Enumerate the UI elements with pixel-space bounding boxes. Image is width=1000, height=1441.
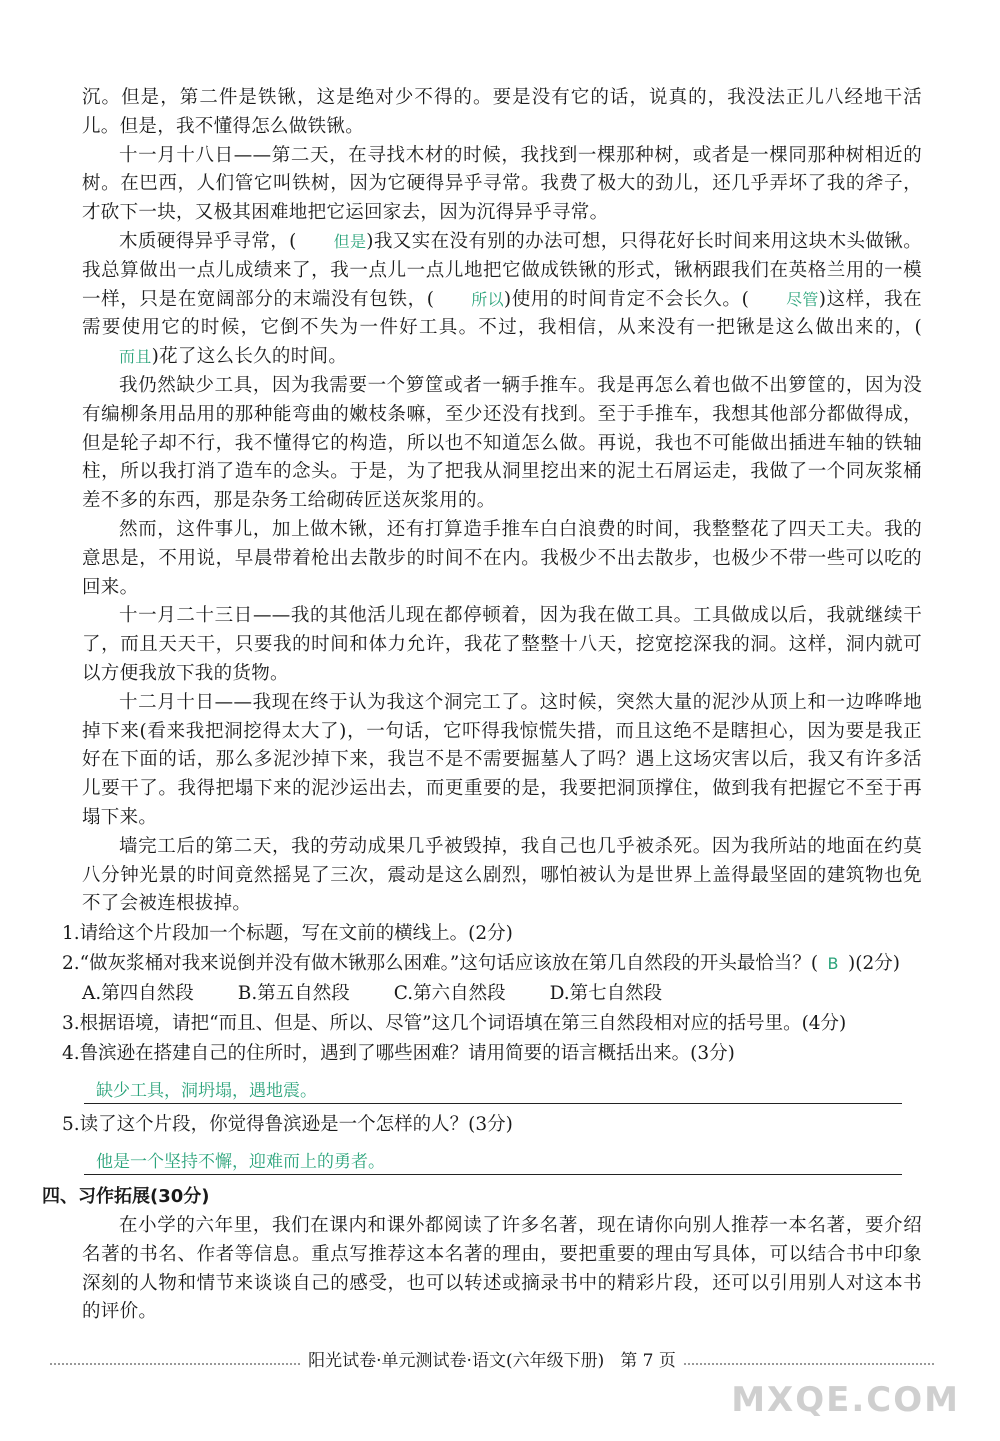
- questions: [62, 919, 922, 1175]
- option-b: B.第五自然段: [237, 983, 350, 1005]
- page-number: 第 7 页: [620, 1351, 676, 1371]
- p3-text-a: 木质硬得异乎寻常，(: [119, 230, 297, 252]
- footer-dots-right: [684, 1353, 934, 1365]
- option-c: C.第六自然段: [393, 983, 506, 1005]
- section-4-title: 四、习作拓展(30分): [42, 1186, 210, 1207]
- question-5-answer: 他是一个坚持不懈，迎难而上的勇者。: [96, 1152, 385, 1173]
- footer-dots-left: [50, 1353, 300, 1365]
- question-4: 4.鲁滨逊在搭建自己的住所时，遇到了哪些困难？请用简要的语言概括出来。(3分): [62, 1043, 735, 1065]
- question-2: [62, 949, 922, 979]
- reading-passage: [62, 84, 922, 1181]
- question-5: 5.读了这个片段，你觉得鲁滨逊是一个怎样的人？(3分): [62, 1114, 513, 1136]
- question-1: 1.请给这个片段加一个标题，写在文前的横线上。(2分): [62, 923, 513, 945]
- paragraph-7: 十二月十日——我现在终于认为我这个洞完工了。这时候，突然大量的泥沙从顶上和一边哗哗地掉下来(看来我把洞挖得太大了)，一句话，它吓得我惊慌失措，而且这绝不是瞎担心，因为要是我正好在下面的话，那么多泥沙掉下来，我岂不是不需要掘墓人了吗？遇上这场灾害以后，我又有许多活儿要干了。我得把塌下来的泥沙运出去，而更重要的是，我要把洞顶撑住，做到我有把握它不至于再塌下来。: [82, 691, 922, 828]
- section-4-prompt: 在小学的六年里，我们在课内和课外都阅读了许多名著，现在请你向别人推荐一本名著，要介绍名著的书名、作者等信息。重点写推荐这本名著的理由，要把重要的理由写具体，可以结合书中印象深刻的人物和情节来谈谈自己的感受，也可以转述或摘录书中的精彩片段，还可以引用别人对这本书的评价。: [82, 1215, 922, 1323]
- question-4-answer: 缺少工具，洞坍塌，遇地震。: [96, 1081, 317, 1102]
- paragraph-1: 沉。但是，第二件是铁锹，这是绝对少不得的。要是没有它的话，说真的，我没法正儿八经地干活儿。但是，我不懂得怎么做铁锹。: [82, 87, 922, 137]
- question-2-options: [62, 979, 922, 1009]
- question-3: 3.根据语境，请把“而且、但是、所以、尽管”这几个词语填在第三自然段相对应的括号里。(4分): [62, 1013, 847, 1035]
- p3-text-c: )使用的时间肯定不会长久。(: [503, 288, 750, 310]
- question-5-answer-line: [84, 1144, 902, 1175]
- paragraph-3: [82, 228, 922, 372]
- answer-blank-2: 所以: [471, 289, 504, 309]
- question-2-points: )(2分): [848, 953, 900, 975]
- p3-text-d: )这样，我在需要使用它的时候，它倒不失为一件好工具。不过，我相信，从来没有一把锹是这么做出来的，(: [82, 288, 922, 339]
- paragraph-4: 我仍然缺少工具，因为我需要一个箩筐或者一辆手推车。我是再怎么着也做不出箩筐的，因为没有编柳条用品用的那种能弯曲的嫩枝条嘛，至少还没有找到。至于手推车，我想其他部分都做得成，但是轮子却不行，我不懂得它的构造，所以也不知道怎么做。再说，我也不可能做出插进车轴的铁轴柱，所以我打消了造车的念头。于是，为了把我从洞里挖出来的泥土石屑运走，我做了一个同灰浆桶差不多的东西，那是杂务工给砌砖匠送灰浆用的。: [82, 374, 922, 512]
- option-d: D.第七自然段: [549, 983, 663, 1005]
- footer-title: 阳光试卷·单元测试卷·语文(六年级下册): [308, 1351, 605, 1371]
- p3-text-e: )花了这么长久的时间。: [151, 346, 348, 368]
- answer-blank-1: 但是: [333, 231, 367, 251]
- question-2-answer: B: [827, 954, 839, 974]
- question-4-answer-line: [84, 1073, 902, 1104]
- page-footer: [42, 1346, 942, 1371]
- paragraph-8: 墙完工后的第二天，我的劳动成果几乎被毁掉，我自己也几乎被杀死。因为我所站的地面在约莫八分钟光景的时间竟然摇晃了三次，震动是这么剧烈，哪怕被认为是世界上盖得最坚固的建筑物也免不了会被连根拔掉。: [82, 835, 922, 915]
- question-2-text: 2.“做灰浆桶对我来说倒并没有做木锹那么困难。”这句话应该放在第几自然段的开头最恰当？(: [62, 953, 819, 975]
- answer-blank-4: 而且: [119, 347, 152, 367]
- paragraph-5: 然而，这件事儿，加上做木锹，还有打算造手推车白白浪费的时间，我整整花了四天工夫。我的意思是，不用说，早晨带着枪出去散步的时间不在内。我极少不出去散步，也极少不带一些可以吃的回来。: [82, 518, 922, 598]
- answer-blank-3: 尽管: [786, 289, 819, 309]
- paragraph-6: 十一月二十三日——我的其他活儿现在都停顿着，因为我在做工具。工具做成以后，我就继续干了，而且天天干，只要我的时间和体力允许，我花了整整十八天，挖宽挖深我的洞。这样，洞内就可以方便我放下我的货物。: [82, 605, 922, 684]
- paragraph-2: 十一月十八日——第二天，在寻找木材的时候，我找到一棵那种树，或者是一棵同那种树相近的树。在巴西，人们管它叫铁树，因为它硬得异乎寻常。我费了极大的劲儿，还几乎弄坏了我的斧子，才砍下一块，又极其困难地把它运回家去，因为沉得异乎寻常。: [82, 144, 922, 224]
- p3-text-b: )我又实在没有别的办法可想，只得花好长时间来用这块木头做锹。我总算做出一点儿成绩来了，我一点儿一点儿地把它做成铁锹的形式，锹柄跟我们在英格兰用的一模一样，只是在宽阔部分的末端没有包铁，(: [82, 230, 922, 310]
- option-a: A.第四自然段: [82, 983, 194, 1005]
- watermark: MXQE.COM: [731, 1380, 960, 1420]
